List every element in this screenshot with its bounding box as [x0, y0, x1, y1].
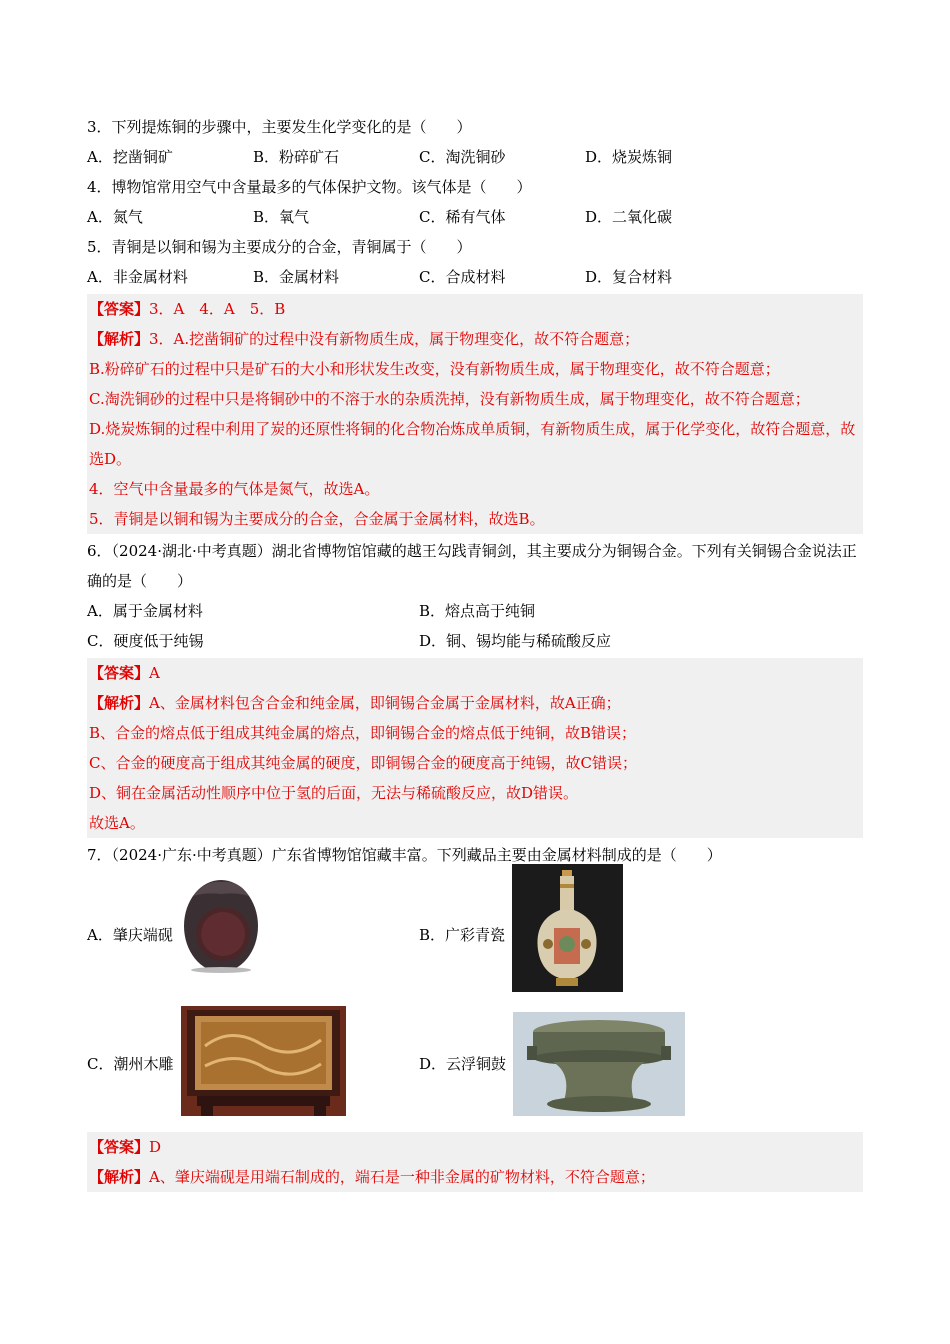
- answer-line: [89, 1132, 861, 1162]
- question-6-options-row1: [87, 596, 863, 626]
- option-d-cell: [419, 1000, 751, 1126]
- analysis-tag: 【解析】: [89, 1168, 150, 1186]
- answer-value: A: [149, 664, 160, 682]
- option-a-cell: [87, 870, 419, 998]
- answer-value: 3．A 4．A 5．B: [149, 300, 286, 318]
- question-4-stem: 4．博物馆常用空气中含量最多的气体保护文物。该气体是（ ）: [87, 178, 532, 196]
- answer-block-6: [87, 658, 863, 838]
- analysis-text: B、合金的熔点低于组成其纯金属的熔点，即铜锡合金的熔点低于纯铜，故B错误；: [89, 724, 637, 742]
- analysis-text: D.烧炭炼铜的过程中利用了炭的还原性将铜的化合物冶炼成单质铜，有新物质生成，属于化学变化，故符合题意，故选D。: [89, 420, 856, 468]
- answer-tag: 【答案】: [89, 300, 150, 318]
- option-c: C．淘洗铜砂: [419, 148, 506, 166]
- answer-tag: 【答案】: [89, 1138, 150, 1156]
- analysis-text: 故选A。: [89, 814, 145, 832]
- question-3-options: [87, 142, 863, 172]
- option-d: D．铜、锡均能与稀硫酸反应: [419, 632, 612, 650]
- option-b-cell: [419, 870, 751, 998]
- option-b: B．熔点高于纯铜: [419, 602, 536, 620]
- question-6-options-row2: [87, 626, 863, 656]
- answer-value: D: [149, 1138, 162, 1156]
- analysis-line: [89, 688, 861, 718]
- option-c: C．合成材料: [419, 268, 506, 286]
- question-3-stem: 3．下列提炼铜的步骤中，主要发生化学变化的是（ ）: [87, 118, 472, 136]
- analysis-text: C、合金的硬度高于组成其纯金属的硬度，即铜锡合金的硬度高于纯锡，故C错误；: [89, 754, 637, 772]
- inkstone-image: [181, 874, 261, 974]
- answer-block-3-5: [87, 294, 863, 534]
- question-5-options: [87, 262, 863, 292]
- option-b: B．粉碎矿石: [253, 148, 340, 166]
- option-d: D．二氧化碳: [585, 208, 673, 226]
- option-a: A．氮气: [87, 208, 143, 226]
- answer-block-7: [87, 1132, 863, 1192]
- option-c-cell: [87, 1000, 419, 1126]
- option-a: A．挖凿铜矿: [87, 148, 173, 166]
- question-4-options: [87, 202, 863, 232]
- option-b: B．广彩青瓷: [419, 925, 506, 944]
- analysis-text: 5．青铜是以铜和锡为主要成分的合金，合金属于金属材料，故选B。: [89, 510, 545, 528]
- analysis-text: A、肇庆端砚是用端石制成的，端石是一种非金属的矿物材料，不符合题意；: [149, 1168, 655, 1186]
- option-b: B．氧气: [253, 208, 310, 226]
- analysis-text: D、铜在金属活动性顺序中位于氢的后面，无法与稀硫酸反应，故D错误。: [89, 784, 579, 802]
- option-d: D．复合材料: [585, 268, 673, 286]
- analysis-tag: 【解析】: [89, 694, 150, 712]
- option-a: A．非金属材料: [87, 268, 188, 286]
- bronze-drum-image: [513, 1012, 685, 1116]
- document-page: [87, 112, 863, 1194]
- option-c: C．硬度低于纯锡: [87, 632, 204, 650]
- answer-line: [89, 658, 861, 688]
- option-d: D．云浮铜鼓: [419, 1054, 507, 1073]
- analysis-text: B.粉碎矿石的过程中只是矿石的大小和形状发生改变，没有新物质生成，属于物理变化，故不符合题意；: [89, 360, 780, 378]
- option-d: D．烧炭炼铜: [585, 148, 673, 166]
- question-5-stem: 5．青铜是以铜和锡为主要成分的合金，青铜属于（ ）: [87, 238, 472, 256]
- option-a: A．属于金属材料: [87, 602, 203, 620]
- option-c: C．稀有气体: [419, 208, 506, 226]
- answer-line: [89, 294, 861, 324]
- question-7-row1: [87, 870, 863, 998]
- answer-tag: 【答案】: [89, 664, 150, 682]
- option-a: A．肇庆端砚: [87, 925, 173, 944]
- analysis-tag: 【解析】: [89, 330, 150, 348]
- analysis-line: [89, 1162, 861, 1192]
- question-7-row2: [87, 1000, 863, 1126]
- question-6-stem: 6．（2024·湖北·中考真题）湖北省博物馆馆藏的越王勾践青铜剑，其主要成分为铜锡合金。下列有关铜锡合金说法正确的是（ ）: [87, 542, 857, 590]
- question-7-stem: 7．（2024·广东·中考真题）广东省博物馆馆藏丰富。下列藏品主要由金属材料制成的是（ ）: [87, 846, 722, 864]
- porcelain-vase-image: [512, 864, 623, 992]
- analysis-text: C.淘洗铜砂的过程中只是将铜砂中的不溶于水的杂质洗掉，没有新物质生成，属于物理变化，故不符合题意；: [89, 390, 810, 408]
- analysis-text: 4．空气中含量最多的气体是氮气，故选A。: [89, 480, 380, 498]
- wood-carving-image: [181, 1006, 346, 1116]
- analysis-text: A、金属材料包含合金和纯金属，即铜锡合金属于金属材料，故A正确；: [149, 694, 621, 712]
- analysis-text: 3．A.挖凿铜矿的过程中没有新物质生成，属于物理变化，故不符合题意；: [149, 330, 640, 348]
- option-b: B．金属材料: [253, 268, 340, 286]
- analysis-line: [89, 324, 861, 354]
- option-c: C．潮州木雕: [87, 1054, 174, 1073]
